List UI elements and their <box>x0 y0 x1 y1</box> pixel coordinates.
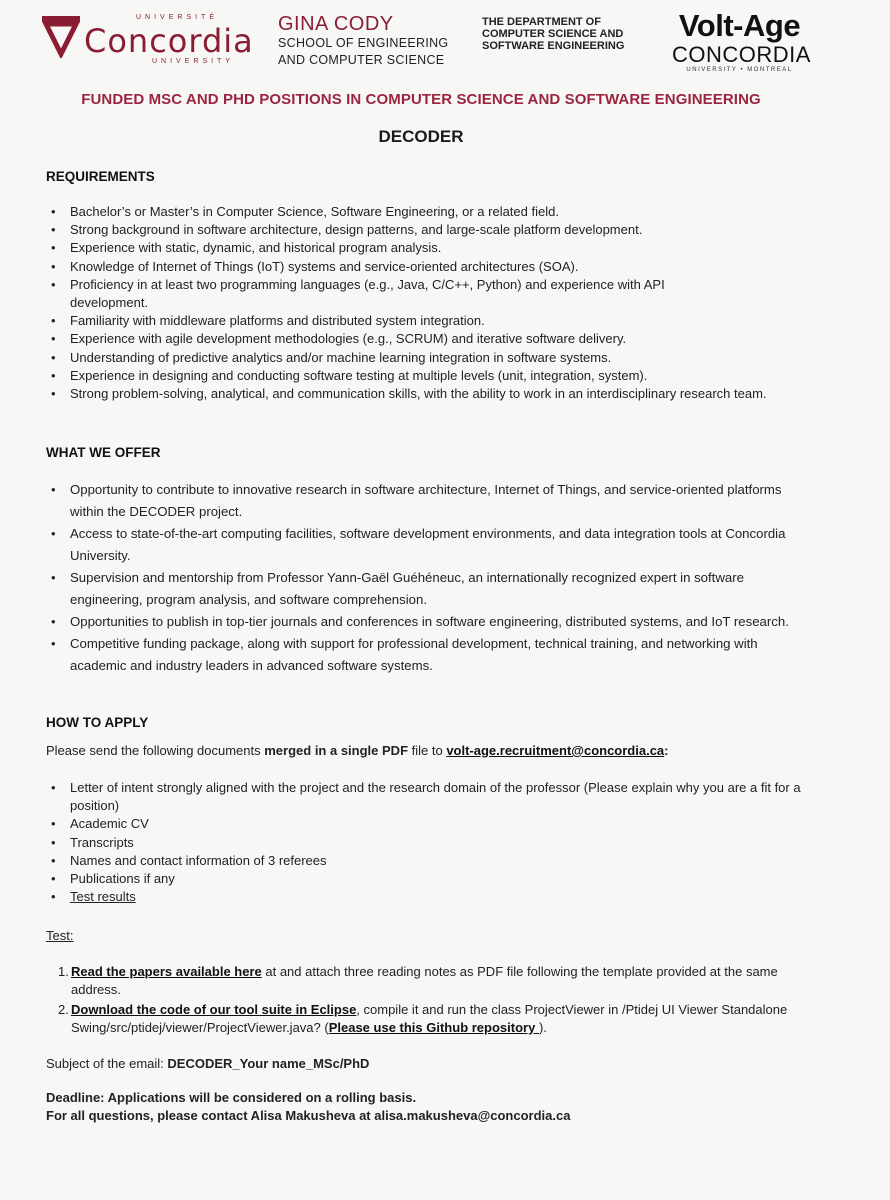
step2-end: ). <box>538 1020 547 1035</box>
offer-heading: WHAT WE OFFER <box>46 445 161 460</box>
list-item: • Supervision and mentorship from Professor Yann-Gaël Guéhéneuc, an internationally recognized expert in software engineering, program analysis, and software comprehension. <box>46 567 806 611</box>
apply-intro-bold: merged in a single PDF <box>264 743 409 758</box>
department-logo <box>482 16 652 52</box>
subject-value: DECODER_Your name_MSc/PhD <box>167 1056 370 1071</box>
contact-text: For all questions, please contact Alisa Makusheva at alisa.makusheva@concordia.ca <box>46 1108 571 1123</box>
list-item: • Academic CV <box>46 815 806 833</box>
list-item: • Opportunities to publish in top-tier journals and conferences in software engineering, distributed systems, and IoT research. <box>46 611 806 633</box>
list-item: • Publications if any <box>46 870 806 888</box>
volt-age-logo <box>672 8 811 74</box>
apply-intro-end: : <box>664 743 669 758</box>
volt-age-title: Volt-Age <box>678 8 801 43</box>
concordia-universite-text: UNIVERSITÉ <box>136 14 219 21</box>
concordia-shield-icon <box>40 12 82 58</box>
list-item: • Names and contact information of 3 referees <box>46 852 806 870</box>
list-item: • Understanding of predictive analytics and/or machine learning integration in software systems. <box>46 349 806 367</box>
apply-intro <box>46 742 846 760</box>
list-item: • Experience with static, dynamic, and historical program analysis. <box>46 239 806 257</box>
gina-cody-line1: SCHOOL OF ENGINEERING <box>278 36 449 50</box>
requirements-heading: REQUIREMENTS <box>46 169 155 184</box>
list-item: • Strong background in software architecture, design patterns, and large-scale platform development. <box>46 221 806 239</box>
test-step <box>46 1001 806 1037</box>
apply-heading: HOW TO APPLY <box>46 715 149 730</box>
project-title: DECODER <box>378 127 464 146</box>
dept-line3: SOFTWARE ENGINEERING <box>482 40 625 52</box>
deadline-text: Deadline: Applications will be considered on a rolling basis. <box>46 1090 417 1105</box>
list-item: • Competitive funding package, along with support for professional development, technical training, and networking with academic and industry leaders in advanced software systems. <box>46 633 806 677</box>
step-number: 1. <box>58 964 69 979</box>
list-item: • Bachelor’s or Master’s in Computer Science, Software Engineering, or a related field. <box>46 203 806 221</box>
concordia-wordmark: Concordia <box>84 22 254 60</box>
list-item: • Opportunity to contribute to innovative research in software architecture, Internet of Things, and service-oriented platforms within the DECODER project. <box>46 479 806 523</box>
step2-text: , compile it and run the class ProjectViewer in /Ptidej UI Viewer Standalone Swing/src/ptidej/viewer/ProjectViewer.java? ( <box>71 1002 788 1035</box>
page-headline: FUNDED MSC AND PHD POSITIONS IN COMPUTER SCIENCE AND SOFTWARE ENGINEERING <box>81 91 761 108</box>
test-label: Test: <box>46 928 74 943</box>
email-subject <box>46 1055 846 1073</box>
gina-cody-line2: AND COMPUTER SCIENCE <box>278 53 445 67</box>
list-item: • Access to state-of-the-art computing facilities, software development environments, and data integration tools at Concordia University. <box>46 523 806 567</box>
requirements-list <box>46 203 806 403</box>
step-number: 2. <box>58 1002 69 1017</box>
list-item: • Knowledge of Internet of Things (IoT) systems and service-oriented architectures (SOA). <box>46 258 806 276</box>
subject-label: Subject of the email: <box>46 1056 168 1071</box>
list-item: • Transcripts <box>46 834 806 852</box>
list-item: • Strong problem-solving, analytical, and communication skills, with the ability to work in an interdisciplinary research team. <box>46 385 780 403</box>
dept-line2: COMPUTER SCIENCE AND <box>482 28 624 40</box>
test-step <box>46 963 806 999</box>
volt-age-concordia: CONCORDIA <box>672 42 811 67</box>
apply-intro-mid: file to <box>408 743 447 758</box>
recruitment-email-link[interactable]: volt-age.recruitment@concordia.ca <box>446 743 665 758</box>
gina-cody-logo <box>278 13 468 69</box>
download-code-link[interactable]: Download the code of our tool suite in Eclipse <box>71 1002 357 1017</box>
documents-list <box>46 779 806 906</box>
read-papers-link[interactable]: Read the papers available here <box>71 964 262 979</box>
list-item: • Experience in designing and conducting software testing at multiple levels (unit, integration, system). <box>46 367 806 385</box>
list-item: • Familiarity with middleware platforms and distributed system integration. <box>46 312 806 330</box>
apply-intro-text: Please send the following documents <box>46 743 265 758</box>
concordia-university-text: UNIVERSITY <box>152 58 235 65</box>
volt-age-tagline: UNIVERSITY • MONTREAL <box>686 67 793 73</box>
list-item: • Letter of intent strongly aligned with the project and the research domain of the professor (Please explain why you are a fit for a position) <box>46 779 806 815</box>
list-item: • Proficiency in at least two programming languages (e.g., Java, C/C++, Python) and experience with API development. <box>46 276 720 312</box>
gina-cody-title: GINA CODY <box>278 13 394 35</box>
list-item <box>46 888 806 906</box>
dept-line1: THE DEPARTMENT OF <box>482 16 601 28</box>
test-steps <box>46 963 806 1039</box>
github-repository-link[interactable]: Please use this Github repository <box>328 1020 539 1035</box>
concordia-logo <box>40 12 255 68</box>
offer-list <box>46 479 806 677</box>
list-item: • Experience with agile development methodologies (e.g., SCRUM) and iterative software delivery. <box>46 330 806 348</box>
step1-text: at and attach three reading notes as PDF file following the template provided at the same address. <box>71 964 778 997</box>
test-results-link[interactable]: Test results <box>70 889 136 905</box>
